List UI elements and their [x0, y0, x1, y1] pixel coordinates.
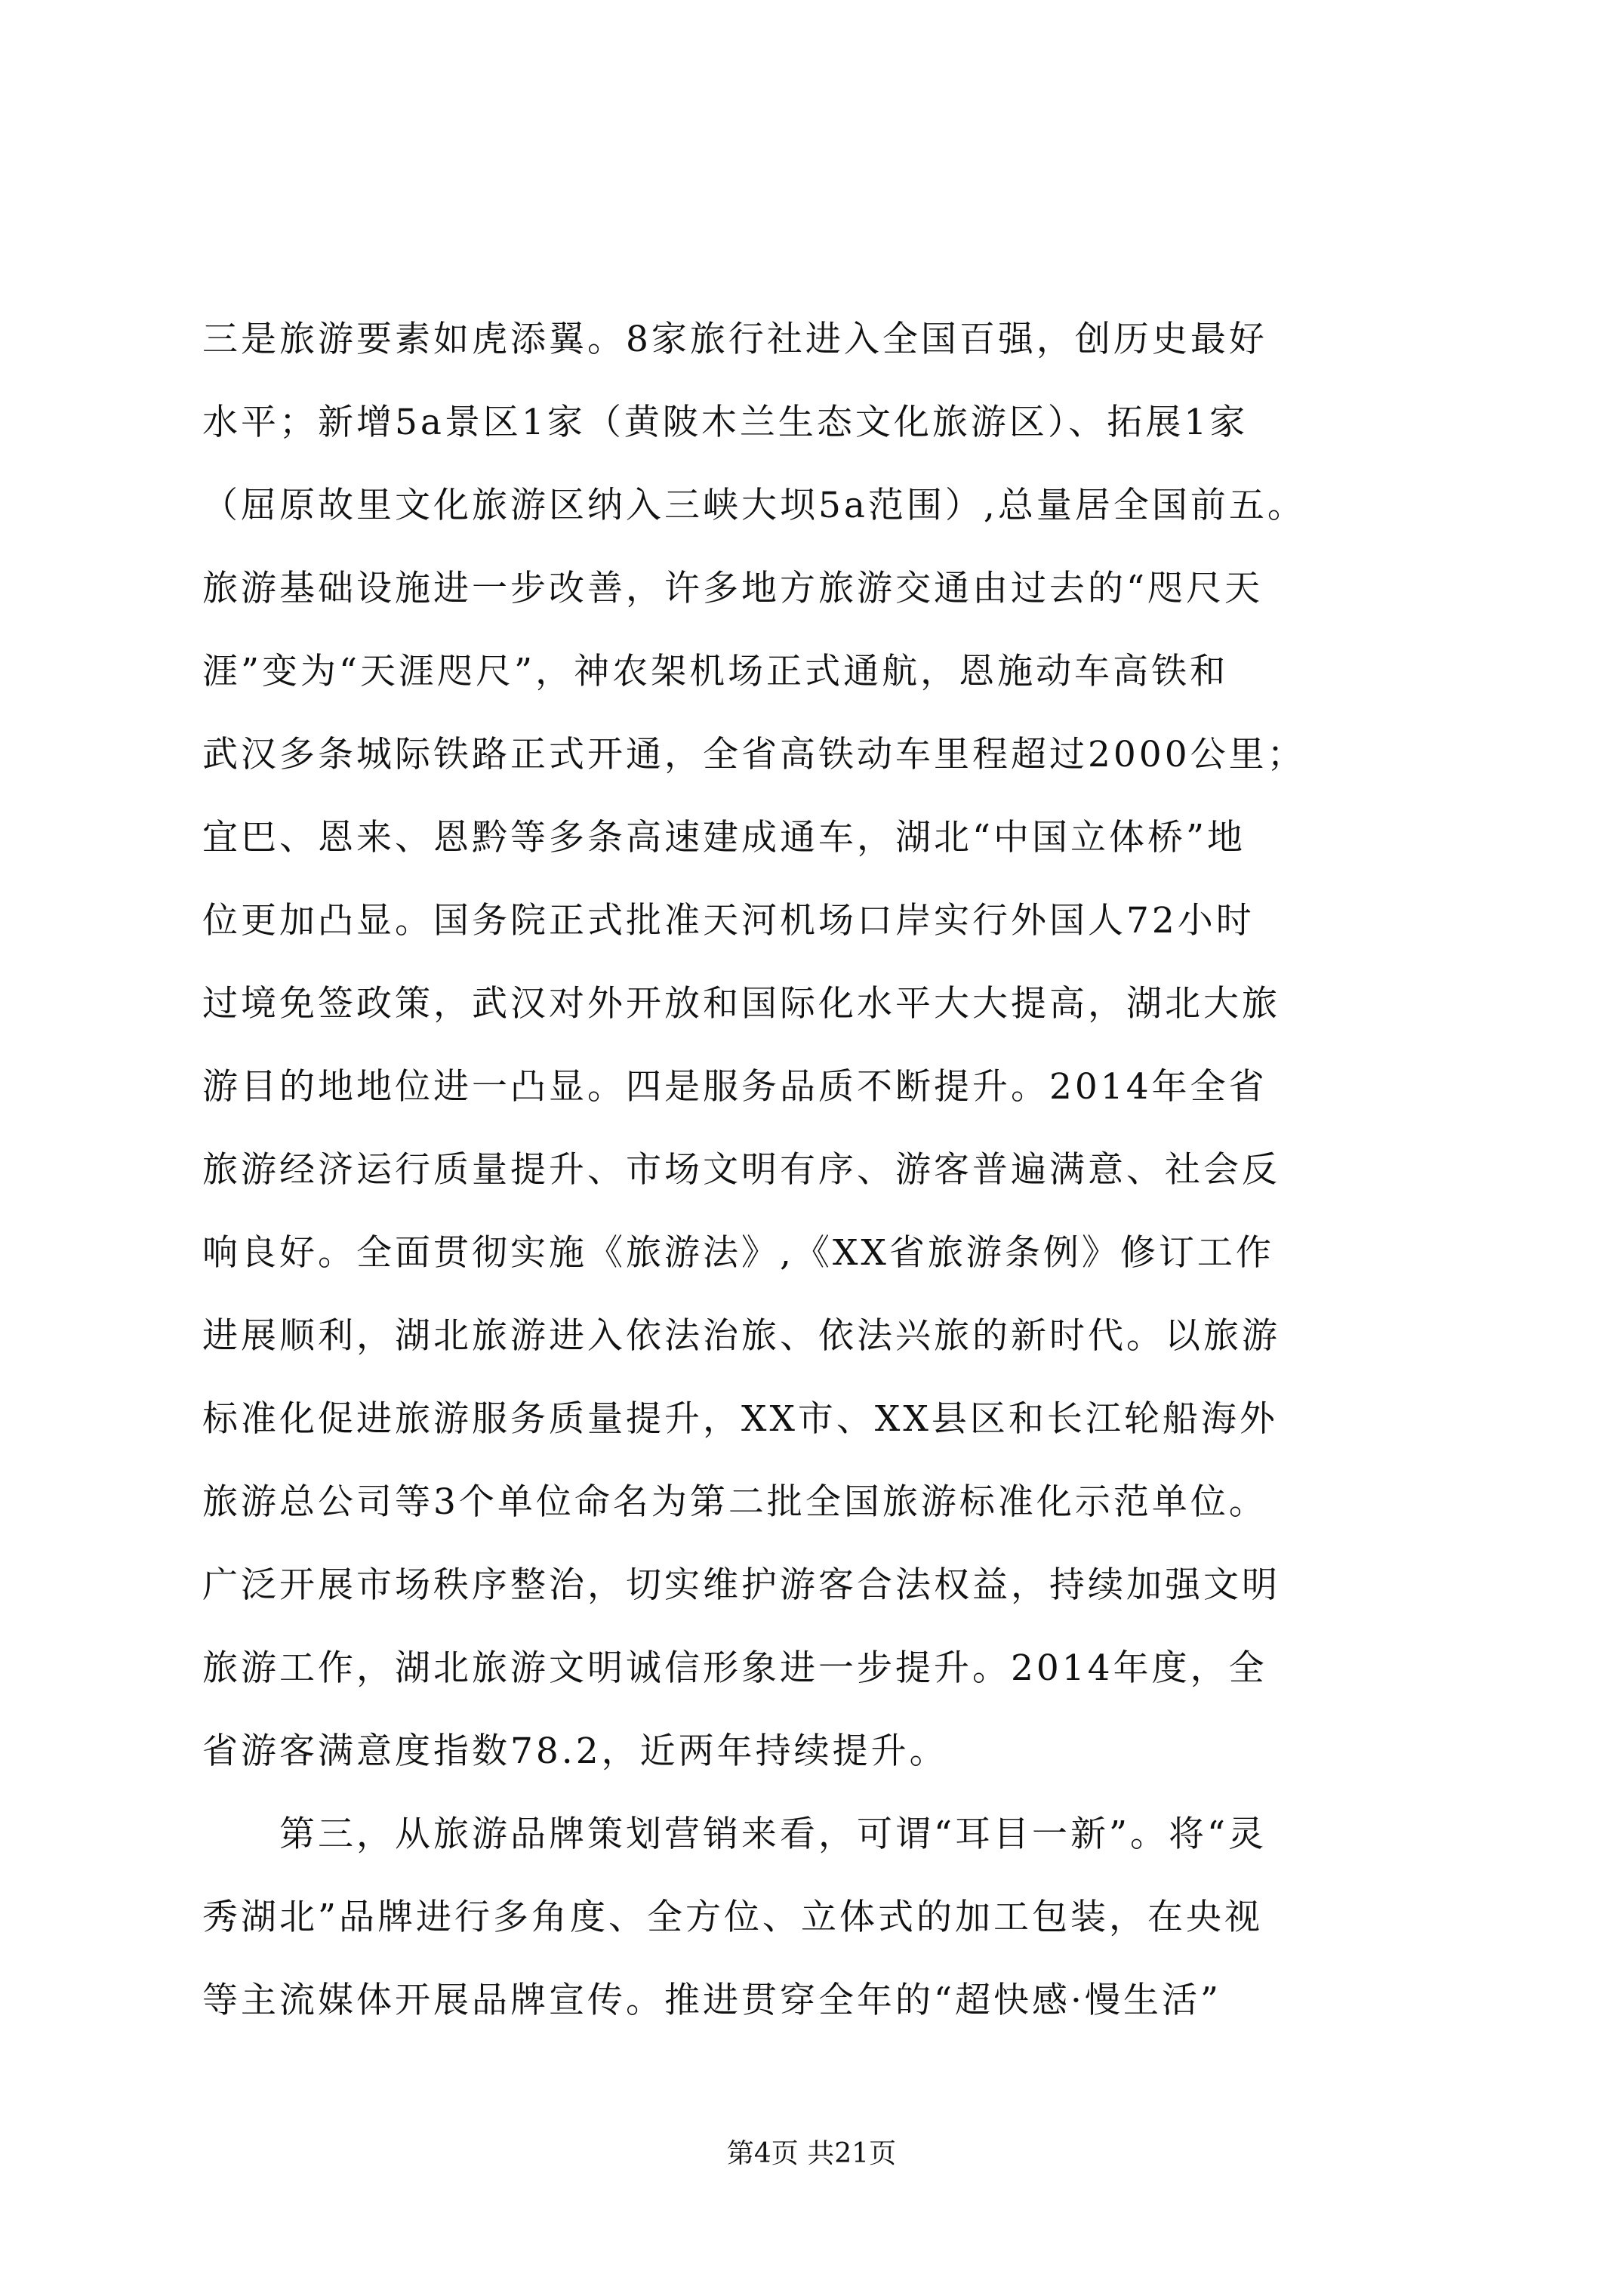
text-line: 游目的地地位进一凸显。四是服务品质不断提升。2014年全省 [202, 1066, 1267, 1108]
text-line: 广泛开展市场秩序整治，切实维护游客合法权益，持续加强文明 [202, 1564, 1280, 1606]
text-line: 标准化促进旅游服务质量提升，XX市、XX县区和长江轮船海外 [202, 1398, 1278, 1440]
text-line: 进展顺利，湖北旅游进入依法治旅、依法兴旅的新时代。以旅游 [202, 1315, 1280, 1357]
text-line: 三是旅游要素如虎添翼。8家旅行社进入全国百强，创历史最好 [202, 319, 1267, 360]
page-number-footer: 第4页 共21页 [726, 2138, 897, 2169]
text-line: 过境免签政策，武汉对外开放和国际化水平大大提高，湖北大旅 [202, 983, 1280, 1025]
text-line: 等主流媒体开展品牌宣传。推进贯穿全年的“超快感·慢生活” [202, 1980, 1221, 2021]
text-line: 响良好。全面贯彻实施《旅游法》,《XX省旅游条例》修订工作 [202, 1232, 1274, 1274]
text-line: 水平；新增5a景区1家（黄陂木兰生态文化旅游区）、拓展1家 [202, 402, 1249, 443]
text-line: 第三，从旅游品牌策划营销来看，可谓“耳目一新”。将“灵 [202, 1814, 1267, 1855]
text-line: 旅游工作，湖北旅游文明诚信形象进一步提升。2014年度，全 [202, 1647, 1267, 1689]
body-text [202, 298, 1440, 2042]
text-line: 位更加凸显。国务院正式批准天河机场口岸实行外国人72小时 [202, 900, 1255, 942]
text-line: 秀湖北”品牌进行多角度、全方位、立体式的加工包装，在央视 [202, 1897, 1264, 1938]
text-line: 旅游基础设施进一步改善，许多地方旅游交通由过去的“咫尺天 [202, 568, 1264, 609]
text-line: 宜巴、恩来、恩黔等多条高速建成通车，湖北“中国立体桥”地 [202, 817, 1246, 858]
text-line: 武汉多条城际铁路正式开通，全省高铁动车里程超过2000公里； [202, 734, 1306, 775]
text-line: 旅游经济运行质量提升、市场文明有序、游客普遍满意、社会反 [202, 1149, 1280, 1191]
text-line: （屈原故里文化旅游区纳入三峡大坝5a范围）,总量居全国前五。 [202, 485, 1306, 526]
text-line: 涯”变为“天涯咫尺”，神农架机场正式通航，恩施动车高铁和 [202, 651, 1229, 692]
text-line: 旅游总公司等3个单位命名为第二批全国旅游标准化示范单位。 [202, 1481, 1267, 1523]
text-line: 省游客满意度指数78.2，近两年持续提升。 [202, 1730, 948, 1772]
